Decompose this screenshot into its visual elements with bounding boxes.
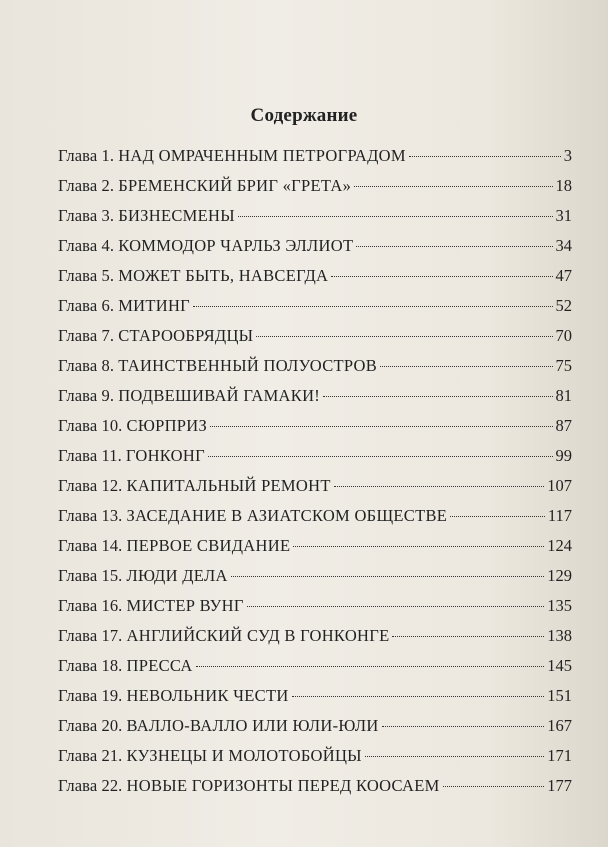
toc-entry-label bbox=[58, 566, 228, 586]
toc-entry bbox=[58, 326, 572, 356]
toc-leader-dots bbox=[196, 666, 545, 667]
toc-chapter-title: ЛЮДИ ДЕЛА bbox=[126, 566, 228, 585]
toc-leader-dots bbox=[208, 456, 553, 457]
toc-chapter-title: СТАРООБРЯДЦЫ bbox=[118, 326, 254, 345]
toc-chapter-number: Глава 17. bbox=[58, 626, 123, 645]
toc-chapter-title: ВАЛЛО-ВАЛЛО ИЛИ ЮЛИ-ЮЛИ bbox=[126, 716, 379, 735]
toc-chapter-title: ПРЕССА bbox=[126, 656, 193, 675]
toc-chapter-number: Глава 16. bbox=[58, 596, 123, 615]
toc-entry-label bbox=[58, 416, 207, 436]
toc-entry bbox=[58, 476, 572, 506]
toc-entry-label bbox=[58, 686, 289, 706]
toc-entry-label bbox=[58, 716, 379, 736]
toc-entry-label bbox=[58, 506, 447, 526]
toc-entry-label bbox=[58, 476, 331, 496]
toc-leader-dots bbox=[356, 246, 552, 247]
toc-chapter-title: НАД ОМРАЧЕННЫМ ПЕТРОГРАДОМ bbox=[118, 146, 406, 165]
toc-leader-dots bbox=[382, 726, 545, 727]
toc-leader-dots bbox=[443, 786, 545, 787]
toc-leader-dots bbox=[193, 306, 552, 307]
toc-entry bbox=[58, 746, 572, 776]
toc-entry bbox=[58, 146, 572, 176]
toc-entry bbox=[58, 416, 572, 446]
toc-chapter-title: СЮРПРИЗ bbox=[126, 416, 208, 435]
toc-entry-label bbox=[58, 596, 244, 616]
toc-entry-label bbox=[58, 626, 389, 646]
toc-entry bbox=[58, 776, 572, 806]
toc-page-number: 171 bbox=[547, 746, 572, 765]
toc-entry bbox=[58, 716, 572, 746]
toc-entry-label bbox=[58, 296, 190, 316]
toc-page-number: 75 bbox=[555, 356, 572, 375]
toc-chapter-title: МИТИНГ bbox=[118, 296, 191, 315]
toc-page-number: 52 bbox=[555, 296, 572, 315]
toc-entry bbox=[58, 656, 572, 686]
toc-page-number: 138 bbox=[547, 626, 572, 645]
toc-chapter-title: МИСТЕР ВУНГ bbox=[126, 596, 244, 615]
toc-chapter-title: КУЗНЕЦЫ И МОЛОТОБОЙЦЫ bbox=[126, 746, 362, 765]
toc-entry bbox=[58, 356, 572, 386]
toc-entry bbox=[58, 686, 572, 716]
toc-leader-dots bbox=[380, 366, 552, 367]
toc-chapter-number: Глава 3. bbox=[58, 206, 115, 225]
toc-chapter-title: ГОНКОНГ bbox=[125, 446, 205, 465]
toc-chapter-title: АНГЛИЙСКИЙ СУД В ГОНКОНГЕ bbox=[126, 626, 390, 645]
toc-entry-label bbox=[58, 446, 205, 466]
toc-leader-dots bbox=[210, 426, 552, 427]
toc-page-number: 31 bbox=[555, 206, 572, 225]
toc-chapter-number: Глава 2. bbox=[58, 176, 115, 195]
toc-leader-dots bbox=[293, 546, 544, 547]
toc-leader-dots bbox=[247, 606, 545, 607]
toc-entry-label bbox=[58, 536, 290, 556]
toc-entry-label bbox=[58, 356, 377, 376]
toc-page-number: 145 bbox=[547, 656, 572, 675]
toc-chapter-number: Глава 7. bbox=[58, 326, 115, 345]
toc-entry-label bbox=[58, 656, 193, 676]
toc-chapter-number: Глава 11. bbox=[58, 446, 122, 465]
toc-chapter-number: Глава 20. bbox=[58, 716, 123, 735]
toc-entry bbox=[58, 596, 572, 626]
toc-chapter-number: Глава 1. bbox=[58, 146, 115, 165]
toc-entry bbox=[58, 626, 572, 656]
toc-page-number: 87 bbox=[555, 416, 572, 435]
toc-chapter-number: Глава 9. bbox=[58, 386, 115, 405]
toc-chapter-title: ПОДВЕШИВАЙ ГАМАКИ! bbox=[118, 386, 321, 405]
toc-chapter-number: Глава 12. bbox=[58, 476, 123, 495]
toc-entry bbox=[58, 566, 572, 596]
toc-chapter-number: Глава 4. bbox=[58, 236, 115, 255]
toc-leader-dots bbox=[292, 696, 545, 697]
toc-entry-label bbox=[58, 746, 362, 766]
table-of-contents bbox=[58, 146, 572, 806]
toc-chapter-title: КАПИТАЛЬНЫЙ РЕМОНТ bbox=[126, 476, 331, 495]
toc-entry bbox=[58, 296, 572, 326]
toc-chapter-number: Глава 14. bbox=[58, 536, 123, 555]
toc-chapter-number: Глава 22. bbox=[58, 776, 123, 795]
toc-chapter-title: БИЗНЕСМЕНЫ bbox=[118, 206, 235, 225]
toc-chapter-number: Глава 15. bbox=[58, 566, 123, 585]
toc-entry-label bbox=[58, 176, 351, 196]
toc-entry bbox=[58, 206, 572, 236]
toc-chapter-number: Глава 10. bbox=[58, 416, 123, 435]
toc-page-number: 135 bbox=[547, 596, 572, 615]
toc-leader-dots bbox=[409, 156, 561, 157]
toc-chapter-title: МОЖЕТ БЫТЬ, НАВСЕГДА bbox=[118, 266, 329, 285]
toc-page-number: 124 bbox=[547, 536, 572, 555]
toc-leader-dots bbox=[331, 276, 552, 277]
toc-page-number: 3 bbox=[563, 146, 572, 165]
toc-entry bbox=[58, 386, 572, 416]
toc-entry bbox=[58, 266, 572, 296]
toc-page-number: 117 bbox=[547, 506, 572, 525]
toc-page-number: 47 bbox=[555, 266, 572, 285]
toc-page-number: 18 bbox=[555, 176, 572, 195]
toc-chapter-number: Глава 19. bbox=[58, 686, 123, 705]
toc-chapter-number: Глава 18. bbox=[58, 656, 123, 675]
toc-page-number: 167 bbox=[547, 716, 572, 735]
toc-chapter-title: ПЕРВОЕ СВИДАНИЕ bbox=[126, 536, 291, 555]
toc-entry-label bbox=[58, 236, 353, 256]
toc-entry-label bbox=[58, 206, 235, 226]
toc-chapter-title: ЗАСЕДАНИЕ В АЗИАТСКОМ ОБЩЕСТВЕ bbox=[126, 506, 448, 525]
toc-entry bbox=[58, 536, 572, 566]
toc-entry bbox=[58, 446, 572, 476]
toc-page-number: 99 bbox=[555, 446, 572, 465]
toc-entry-label bbox=[58, 326, 253, 346]
toc-chapter-number: Глава 13. bbox=[58, 506, 123, 525]
toc-entry bbox=[58, 506, 572, 536]
toc-page-number: 81 bbox=[555, 386, 572, 405]
toc-chapter-title: БРЕМЕНСКИЙ БРИГ «ГРЕТА» bbox=[118, 176, 352, 195]
toc-leader-dots bbox=[334, 486, 545, 487]
toc-page-number: 107 bbox=[547, 476, 572, 495]
toc-page-number: 70 bbox=[555, 326, 572, 345]
toc-leader-dots bbox=[256, 336, 552, 337]
toc-leader-dots bbox=[354, 186, 552, 187]
toc-entry bbox=[58, 236, 572, 266]
toc-chapter-number: Глава 6. bbox=[58, 296, 115, 315]
toc-leader-dots bbox=[392, 636, 544, 637]
toc-leader-dots bbox=[238, 216, 553, 217]
page-title: Содержание bbox=[250, 104, 358, 126]
toc-page-number: 151 bbox=[547, 686, 572, 705]
toc-entry-label bbox=[58, 266, 328, 286]
toc-entry-label bbox=[58, 776, 440, 796]
toc-leader-dots bbox=[231, 576, 545, 577]
toc-chapter-title: КОММОДОР ЧАРЛЬЗ ЭЛЛИОТ bbox=[118, 236, 354, 255]
toc-chapter-title: НОВЫЕ ГОРИЗОНТЫ ПЕРЕД КООСАЕМ bbox=[126, 776, 440, 795]
toc-page-number: 129 bbox=[547, 566, 572, 585]
toc-leader-dots bbox=[323, 396, 552, 397]
toc-leader-dots bbox=[450, 516, 545, 517]
toc-chapter-number: Глава 5. bbox=[58, 266, 115, 285]
toc-chapter-title: НЕВОЛЬНИК ЧЕСТИ bbox=[126, 686, 289, 705]
toc-page-number: 34 bbox=[555, 236, 572, 255]
toc-entry-label bbox=[58, 146, 406, 166]
toc-entry-label bbox=[58, 386, 320, 406]
toc-chapter-title: ТАИНСТВЕННЫЙ ПОЛУОСТРОВ bbox=[118, 356, 378, 375]
toc-page-number: 177 bbox=[547, 776, 572, 795]
toc-chapter-number: Глава 8. bbox=[58, 356, 115, 375]
toc-chapter-number: Глава 21. bbox=[58, 746, 123, 765]
toc-leader-dots bbox=[365, 756, 544, 757]
toc-entry bbox=[58, 176, 572, 206]
